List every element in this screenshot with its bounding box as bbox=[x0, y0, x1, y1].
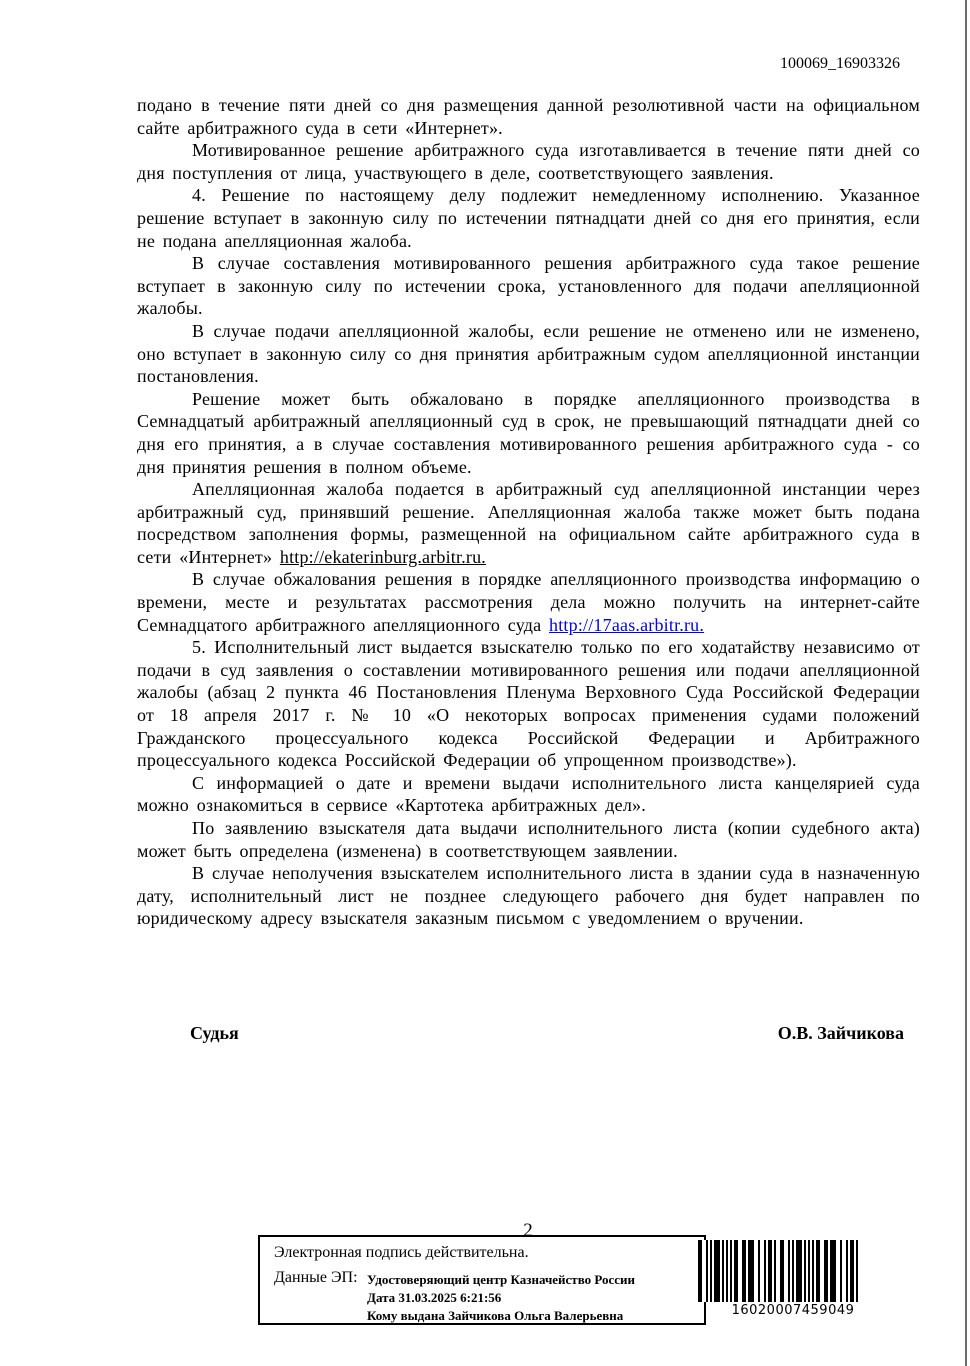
paragraph-text: 4. Решение по настоящему делу подлежит немедленному исполнению. Указанное решение вступает в законную силу по истечении пятнадцати дней со дня его принятия, если не подана апелляционная жалоба. bbox=[137, 185, 920, 251]
stamp-date: Дата 31.03.2025 6:21:56 bbox=[367, 1290, 502, 1305]
paragraph-text: Апелляционная жалоба подается в арбитражный суд апелляционной инстанции через арбитражный суд, принявший решение. Апелляционная жалоба также может быть подана посредством заполнения формы, размещенной на официальном сайте арбитражного суда в сети «Интернет» bbox=[137, 479, 920, 567]
paragraph-text: 5. Исполнительный лист выдается взыскателю только по его ходатайству независимо от подачи в суд заявления о составлении мотивированного решения или подачи апелляционной жалобы (абзац 2 пункта 46 Постановления Пленума Верховного Суда Российской Федерации от 18 апреля 2017 г. № 10 «О некоторых вопросах применения судами положений Гражданского процессуального кодекса Российской Федерации и Арбитражного процессуального кодекса Российской Федерации об упрощенном производстве»). bbox=[137, 637, 920, 771]
link-17aas-arbitr[interactable]: http://17aas.arbitr.ru. bbox=[549, 614, 705, 635]
barcode bbox=[698, 1240, 888, 1318]
barcode-bars-icon bbox=[698, 1240, 888, 1302]
stamp-details bbox=[367, 1271, 635, 1325]
paragraph bbox=[137, 636, 920, 772]
paragraph-text: В случае обжалования решения в порядке апелляционного производства информацию о времени, месте и результатах рассмотрения дела можно получить на интернет-сайте Семнадцатого арбитражного апелляционного суда bbox=[137, 569, 920, 635]
document-id-number: 100069_16903326 bbox=[780, 55, 900, 72]
paragraph bbox=[137, 139, 920, 184]
page-number: 2 bbox=[523, 1220, 533, 1241]
signature-name: О.В. Зайчикова bbox=[777, 1023, 904, 1043]
stamp-validity-text: Электронная подпись действительна. bbox=[274, 1244, 529, 1261]
stamp-certifying-center: Удостоверяющий центр Казначейство России bbox=[367, 1272, 636, 1287]
paragraph bbox=[137, 478, 920, 568]
signature-row bbox=[137, 1023, 920, 1044]
electronic-signature-stamp bbox=[258, 1235, 706, 1325]
paragraph-text: подано в течение пяти дней со дня размещения данной резолютивной части на официальном сайте арбитражного суда в сети «Интернет». bbox=[137, 95, 920, 138]
barcode-number: 16020007459049 bbox=[731, 1303, 855, 1318]
page-edge-line bbox=[965, 0, 967, 1366]
paragraph-text: Мотивированное решение арбитражного суда изготавливается в течение пяти дней со дня поступления от лица, участвующего в деле, соответствующего заявления. bbox=[137, 140, 920, 183]
signature-role: Судья bbox=[190, 1023, 239, 1043]
stamp-data-label: Данные ЭП: bbox=[274, 1269, 358, 1286]
paragraph-text: В случае подачи апелляционной жалобы, если решение не отменено или не изменено, оно вступает в законную силу со дня принятия арбитражным судом апелляционной инстанции постановления. bbox=[137, 320, 920, 387]
paragraph bbox=[137, 94, 920, 139]
paragraph-text: С информацией о дате и времени выдачи исполнительного листа канцелярией суда можно ознакомиться в сервисе «Картотека арбитражных дел». bbox=[137, 772, 920, 816]
paragraph bbox=[137, 862, 920, 930]
stamp-issued-to: Кому выдана Зайчикова Ольга Валерьевна bbox=[367, 1308, 624, 1323]
paragraph-text: По заявлению взыскателя дата выдачи исполнительного листа (копии судебного акта) может быть определена (изменена) в соответствующем заявлении. bbox=[137, 818, 920, 861]
paragraph-text: Решение может быть обжаловано в порядке апелляционного производства в Семнадцатый арбитражный апелляционный суд в срок, не превышающий пятнадцати дней со дня его принятия, а в случае составления мотивированного решения арбитражного суда - со дня принятия решения в полном объеме. bbox=[137, 388, 920, 477]
paragraph bbox=[137, 772, 920, 817]
paragraph-text: В случае неполучения взыскателем исполнительного листа в здании суда в назначенную дату, исполнительный лист не позднее следующего рабочего дня будет направлен по юридическому адресу взыскателя заказным письмом с уведомлением о вручении. bbox=[137, 863, 920, 929]
paragraph-text: В случае составления мотивированного решения арбитражного суда такое решение вступает в законную силу по истечении срока, установленного для подачи апелляционной жалобы. bbox=[137, 253, 920, 319]
paragraph bbox=[137, 320, 920, 388]
paragraph bbox=[137, 184, 920, 252]
link-ekaterinburg-arbitr[interactable]: http://ekaterinburg.arbitr.ru. bbox=[279, 546, 486, 567]
paragraph bbox=[137, 252, 920, 320]
paragraph bbox=[137, 568, 920, 636]
paragraph bbox=[137, 817, 920, 862]
paragraph bbox=[137, 388, 920, 478]
document-body bbox=[137, 94, 920, 930]
